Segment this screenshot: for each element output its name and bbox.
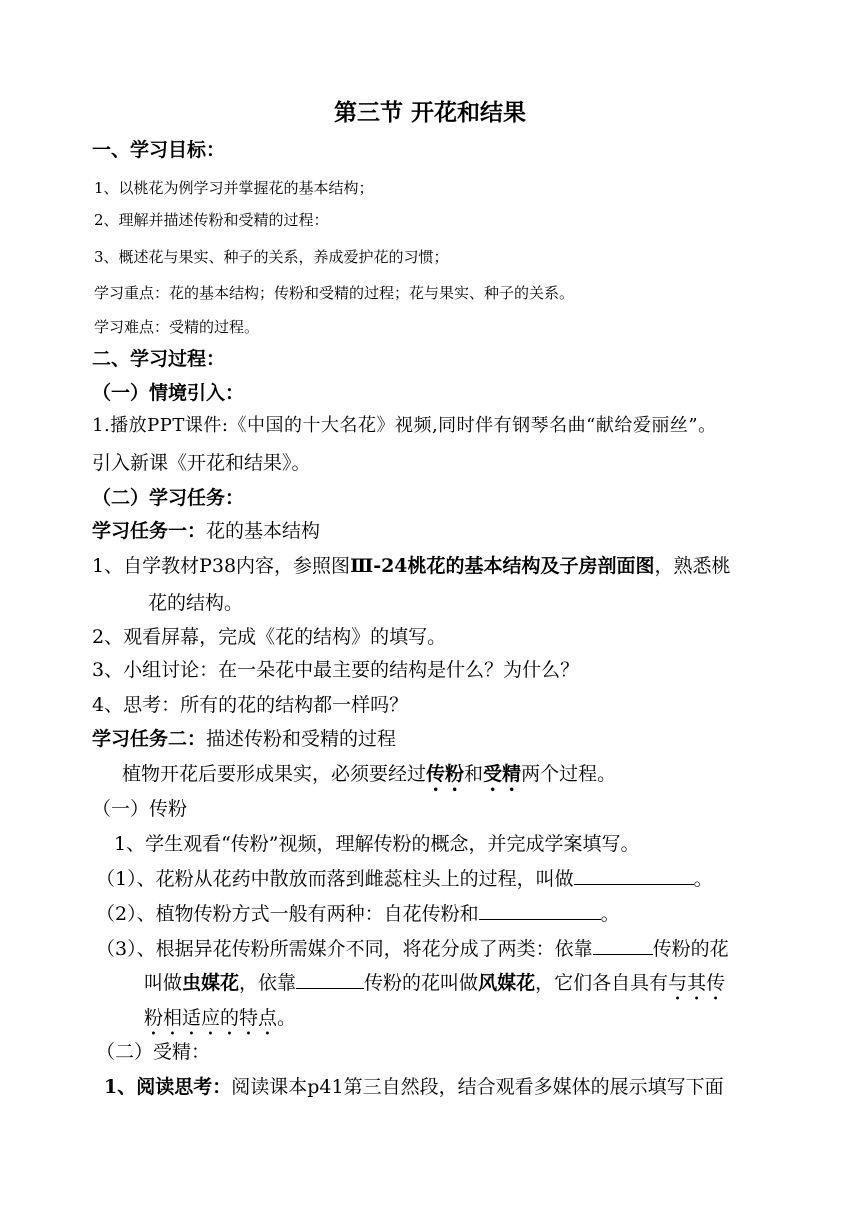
task1-title [92, 517, 320, 545]
question-3-cont-2 [144, 1004, 296, 1040]
goal-item-3: 3、概述花与果实、种子的关系，养成爱护花的习惯； [94, 248, 449, 266]
task2-label: 学习任务二： [92, 728, 207, 750]
keyword-fertilization: 受精 [483, 763, 522, 785]
task1-item-4: 4、思考：所有的花的结构都一样吗？ [92, 694, 409, 716]
question-2 [96, 900, 620, 928]
task1-item-2: 2、观看屏幕，完成《花的结构》的填写。 [92, 626, 447, 648]
keyword-pollination: 传粉 [426, 763, 465, 785]
process-heading: 二、学习过程： [92, 348, 226, 370]
answer-blank-1[interactable] [574, 865, 694, 885]
question-2-end: 。 [600, 903, 620, 925]
difficulty: 学习难点：受精的过程。 [94, 318, 260, 336]
question-3-text-a: （3）、根据异花传粉所需媒介不同，将花分成了两类：依靠 [96, 938, 593, 960]
task1-item-1-cont: 花的结构。 [148, 592, 244, 614]
tasks-heading: （二）学习任务： [92, 487, 245, 509]
goal-item-1: 1、以桃花为例学习并掌握花的基本结构； [94, 179, 374, 197]
question-3-text-e: ，依靠 [239, 972, 297, 994]
task1-item-1 [92, 552, 731, 580]
emphasis-text-1: 与其传 [668, 972, 726, 994]
answer-blank-3[interactable] [593, 935, 653, 955]
question-2-text: （2）、植物传粉方式一般有两种：自花传粉和 [96, 903, 479, 925]
question-1 [96, 865, 713, 893]
question-3-text-f: 传粉的花叫做 [364, 972, 479, 994]
figure-reference: Ⅲ-24桃花的基本结构及子房剖面图 [350, 555, 655, 577]
task1-item-1-post: ，熟悉桃 [654, 555, 731, 577]
fertilization-heading: （二）受精： [96, 1041, 211, 1063]
task2-para-pre: 植物开花后要形成果实，必须要经过 [122, 763, 427, 785]
task1-item-1-pre: 1、自学教材P38内容，参照图 [92, 555, 351, 577]
question-3-text-h: ，它们各自具有 [535, 972, 669, 994]
question-3-text-b: 传粉的花 [652, 938, 729, 960]
intro-line-1: 1.播放PPT课件:《中国的十大名花》视频,同时伴有钢琴名曲“献给爱丽丝”。 [92, 415, 717, 436]
fertilization-line-1 [104, 1073, 724, 1101]
question-3-end: 。 [277, 1007, 297, 1029]
task2-para-mid: 和 [464, 763, 484, 785]
task2-para-post: 两个过程。 [521, 763, 617, 785]
fertilization-text: 阅读课本p41第三自然段，结合观看多媒体的展示填写下面 [231, 1076, 724, 1098]
question-1-end: 。 [693, 868, 713, 890]
question-3 [96, 935, 729, 963]
question-3-text-c: 叫做 [144, 972, 183, 994]
page-title: 第三节 开花和结果 [333, 99, 526, 126]
task2-title [92, 725, 396, 753]
fertilization-label: 1、阅读思考： [104, 1076, 232, 1098]
answer-blank-4[interactable] [296, 969, 364, 989]
key-points: 学习重点：花的基本结构；传粉和受精的过程；花与果实、种子的关系。 [94, 284, 575, 302]
pollination-line-1: 1、学生观看“传粉”视频，理解传粉的概念，并完成学案填写。 [114, 833, 640, 855]
pollination-heading: （一）传粉 [92, 798, 188, 820]
term-wind-pollinated: 风媒花 [478, 972, 536, 994]
answer-blank-2[interactable] [479, 900, 601, 920]
task2-text: 描述传粉和受精的过程 [206, 728, 397, 750]
emphasis-text-2: 粉相适应的特点 [144, 1007, 278, 1029]
goals-heading: 一、学习目标： [92, 139, 226, 161]
term-insect-pollinated: 虫媒花 [182, 972, 240, 994]
question-3-cont [144, 969, 725, 1005]
goal-item-2: 2、理解并描述传粉和受精的过程： [94, 211, 329, 229]
task1-item-3: 3、小组讨论：在一朵花中最主要的结构是什么？为什么？ [92, 659, 580, 681]
intro-heading: （一）情境引入： [92, 382, 245, 404]
task2-paragraph [122, 760, 616, 796]
task1-text: 花的基本结构 [206, 520, 321, 542]
intro-line-2: 引入新课《开花和结果》。 [92, 452, 311, 474]
question-1-text: （1）、花粉从花药中散放而落到雌蕊柱头上的过程，叫做 [96, 868, 574, 890]
task1-label: 学习任务一： [92, 520, 207, 542]
